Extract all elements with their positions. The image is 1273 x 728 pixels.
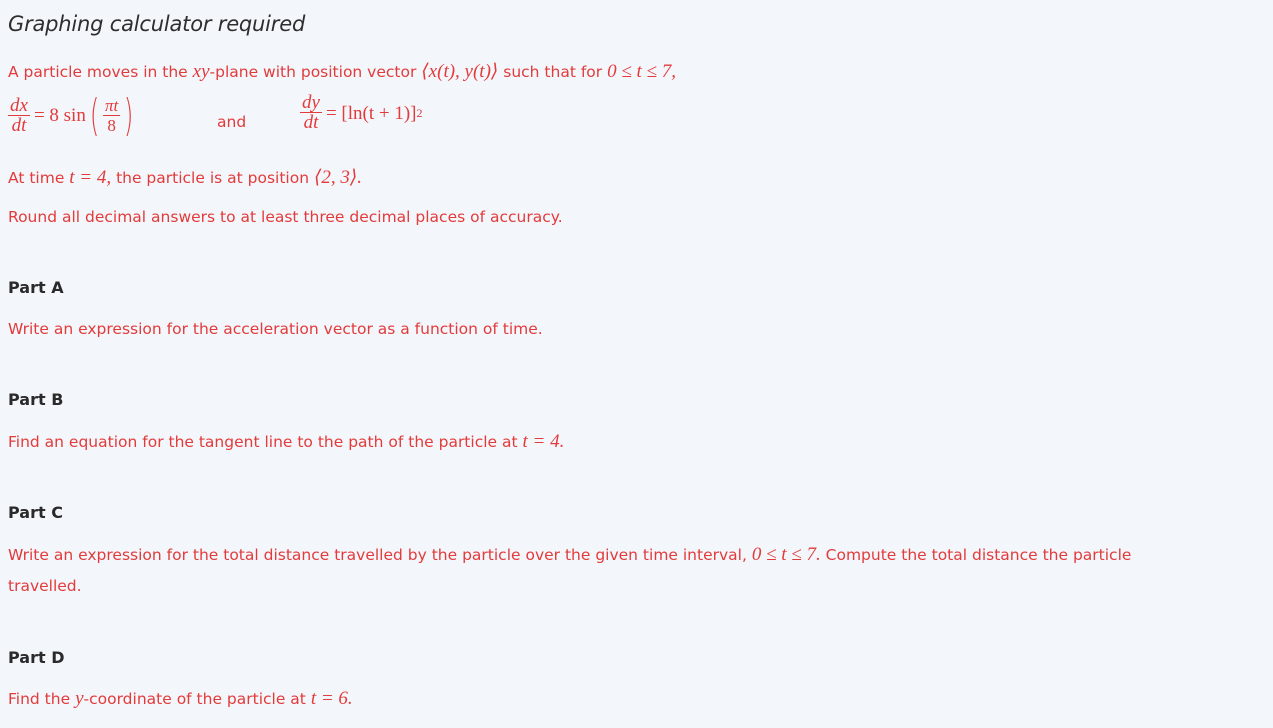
pi-t-numerator: πt (105, 95, 119, 115)
intro-l3-a: At time (8, 169, 70, 187)
and-label: and (217, 113, 247, 131)
xy-variable: xy (192, 61, 210, 82)
intro-text-a: A particle moves in the (8, 63, 193, 81)
part-d-label: Part D (8, 648, 65, 667)
pi-t-over-8 (103, 97, 120, 136)
dt-denominator-2: dt (303, 112, 319, 133)
left-paren: ( (89, 90, 100, 141)
dx-dt-fraction (8, 94, 30, 136)
part-b-math: t = 4. (522, 431, 565, 452)
t-equals-4: t = 4, (69, 167, 112, 188)
intro-line-3 (8, 166, 362, 189)
equation-dy-dt (300, 94, 422, 133)
rounding-instruction: Round all decimal answers to at least three decimal places of accuracy. (8, 208, 563, 226)
eq1-rhs: = 8 sin (33, 105, 86, 126)
intro-l3-b: the particle is at position (111, 169, 314, 187)
part-c-text-line2: travelled. (8, 577, 82, 595)
part-d-text-a: Find the (8, 690, 76, 708)
part-b-label: Part B (8, 390, 64, 409)
part-d-math: t = 6. (310, 688, 353, 709)
dt-denominator: dt (11, 114, 27, 136)
part-d-text (8, 688, 353, 710)
dy-dt-fraction (300, 94, 322, 133)
part-b-text-main: Find an equation for the tangent line to the path of the particle at (8, 433, 523, 451)
position-vector: ⟨x(t), y(t)⟩ (421, 61, 499, 82)
part-b-text (8, 431, 564, 453)
part-a-text: Write an expression for the acceleration vector as a function of time. (8, 320, 543, 338)
part-d-text-b: -coordinate of the particle at (83, 690, 311, 708)
part-c-text-b: Compute the total distance the particle (820, 546, 1132, 564)
part-c-label: Part C (8, 503, 63, 522)
part-c-math: 0 ≤ t ≤ 7. (751, 544, 821, 565)
y-variable: y (75, 688, 84, 709)
dy-numerator: dy (302, 92, 320, 113)
right-paren: ) (124, 90, 134, 141)
part-a-label: Part A (8, 278, 64, 297)
intro-text-b: -plane with position vector (209, 63, 422, 81)
page-title: Graphing calculator required (8, 12, 306, 36)
dx-numerator: dx (10, 94, 28, 116)
eq2-rhs: = [ln(t + 1)] (325, 102, 417, 124)
equation-dx-dt (8, 90, 137, 141)
initial-position: ⟨2, 3⟩. (313, 167, 363, 188)
time-range: 0 ≤ t ≤ 7, (607, 61, 676, 82)
eq2-exponent: 2 (416, 106, 423, 120)
intro-text-c: such that for (498, 63, 608, 81)
eight-denominator: 8 (107, 115, 116, 135)
part-c-text-a: Write an expression for the total distance travelled by the particle over the given time interval, (8, 546, 752, 564)
intro-line-1 (8, 60, 676, 83)
part-c-text-line1 (8, 544, 1131, 566)
